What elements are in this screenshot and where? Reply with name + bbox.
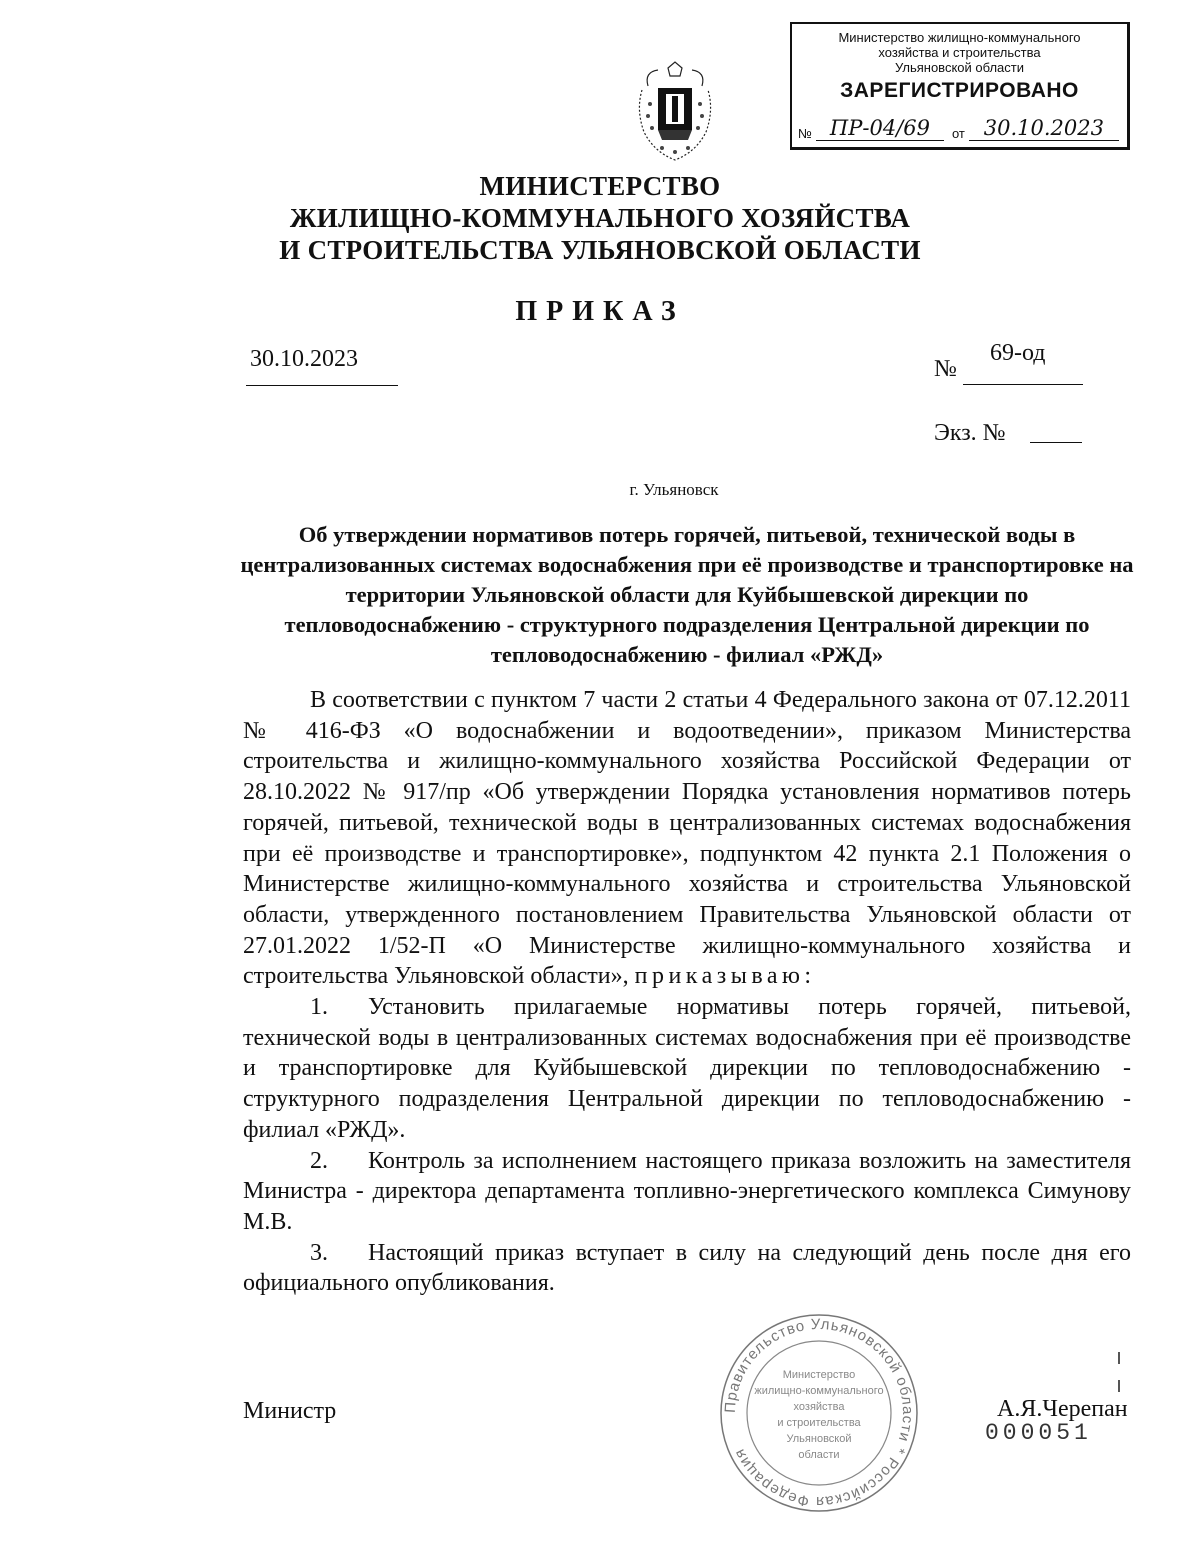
seal-inner-line: Министерство — [782, 1369, 856, 1381]
seal-inner-line: и строительства — [777, 1417, 861, 1429]
signer-position: Министр — [243, 1398, 337, 1424]
seal-inner-line: хозяйства — [793, 1401, 845, 1413]
registration-date: 30.10.2023 — [969, 116, 1119, 141]
preamble — [243, 685, 1131, 992]
registration-stamp-row — [798, 116, 1121, 141]
seal-inner-line: области — [798, 1449, 840, 1461]
registration-stamp-title: ЗАРЕГИСТРИРОВАНО — [840, 79, 1079, 102]
order-number: 69-од — [990, 340, 1046, 366]
scan-mark — [1118, 1352, 1120, 1364]
order-date-underline — [246, 385, 398, 386]
order-number-label: № — [934, 356, 957, 382]
coat-of-arms-icon — [628, 60, 722, 164]
order-item-number: 1. — [310, 994, 328, 1021]
document-title: Об утверждении нормативов потерь горячей, питьевой, технической воды в централизованных системах водоснабжения при её производстве и транспортировке на территории Ульяновской области для Куйбышевской дирекции по тепловодоснабжению - структурного подразделения Центральной дирекции по тепловодоснабжению - филиал «РЖД» — [240, 522, 1134, 667]
ministry-heading-line: МИНИСТЕРСТВО — [479, 171, 721, 201]
document-type: ПРИКАЗ — [515, 296, 685, 327]
order-item-text: Установить прилагаемые нормативы потерь горячей, питьевой, технической воды в централизованных системах водоснабжения при её производстве и транспортировке для Куйбышевской дирекции по тепловодоснабжению - структурного подразделения Центральной дирекции по тепловодоснабжению - филиал «РЖД». — [243, 994, 1131, 1143]
order-item — [243, 992, 1131, 1146]
official-seal-icon — [716, 1310, 922, 1516]
order-item-text: Контроль за исполнением настоящего приказа возложить на заместителя Министра - директора департамента топливно-энергетического комплекса Симунову М.В. — [243, 1147, 1131, 1235]
order-item — [243, 1238, 1131, 1299]
registration-stamp-org — [792, 30, 1127, 75]
registration-org-line: Ульяновской области — [894, 60, 1025, 75]
registration-stamp — [790, 22, 1130, 150]
seal-inner-line: жилищно-коммунального — [754, 1385, 884, 1397]
order-word: приказываю: — [634, 963, 816, 990]
registration-org-line: хозяйства и строительства — [878, 45, 1041, 60]
order-number-underline — [963, 384, 1083, 385]
registration-number-label: № — [798, 126, 812, 141]
seal-outer-text: Правительство Ульяновской области * Российская Федерация — [721, 1315, 917, 1511]
ministry-heading — [0, 170, 1200, 266]
serial-number: 000051 — [985, 1420, 1092, 1446]
scan-mark — [1118, 1380, 1120, 1392]
document-body — [243, 685, 1131, 1299]
copy-number-label: Экз. № — [934, 420, 1006, 446]
order-item — [243, 1146, 1131, 1238]
order-item-number: 3. — [310, 1239, 328, 1266]
ministry-heading-line: И СТРОИТЕЛЬСТВА УЛЬЯНОВСКОЙ ОБЛАСТИ — [279, 235, 921, 265]
city: г. Ульяновск — [629, 480, 719, 499]
registration-org-line: Министерство жилищно-коммунального — [838, 30, 1081, 45]
ministry-heading-line: ЖИЛИЩНО-КОММУНАЛЬНОГО ХОЗЯЙСТВА — [289, 203, 911, 233]
order-date: 30.10.2023 — [250, 346, 358, 372]
signer-name: А.Я.Черепан — [997, 1396, 1128, 1422]
registration-date-label: от — [951, 126, 965, 141]
order-item-text: Настоящий приказ вступает в силу на следующий день после дня его официального опубликования. — [243, 1239, 1131, 1297]
order-item-number: 2. — [310, 1147, 328, 1174]
registration-number: ПР-04/69 — [816, 116, 944, 141]
seal-inner-line: Ульяновской — [786, 1433, 852, 1445]
preamble-text: В соответствии с пунктом 7 части 2 статьи 4 Федерального закона от 07.12.2011 № 416-ФЗ «О водоснабжении и водоотведении», приказом Министерства строительства и жилищно-коммунального хозяйства Российской Федерации от 28.10.2022 № 917/пр «Об утверждении Порядка установления нормативов потерь горячей, питьевой, технической воды в централизованных системах водоснабжения при её производстве и транспортировке», подпунктом 42 пункта 2.1 Положения о Министерстве жилищно-коммунального хозяйства и строительства Ульяновской области, утвержденного постановлением Правительства Ульяновской области от 27.01.2022 1/52-П «О Министерстве жилищно-коммунального хозяйства и строительства Ульяновской области», — [243, 687, 1131, 990]
copy-number-underline — [1030, 442, 1082, 443]
